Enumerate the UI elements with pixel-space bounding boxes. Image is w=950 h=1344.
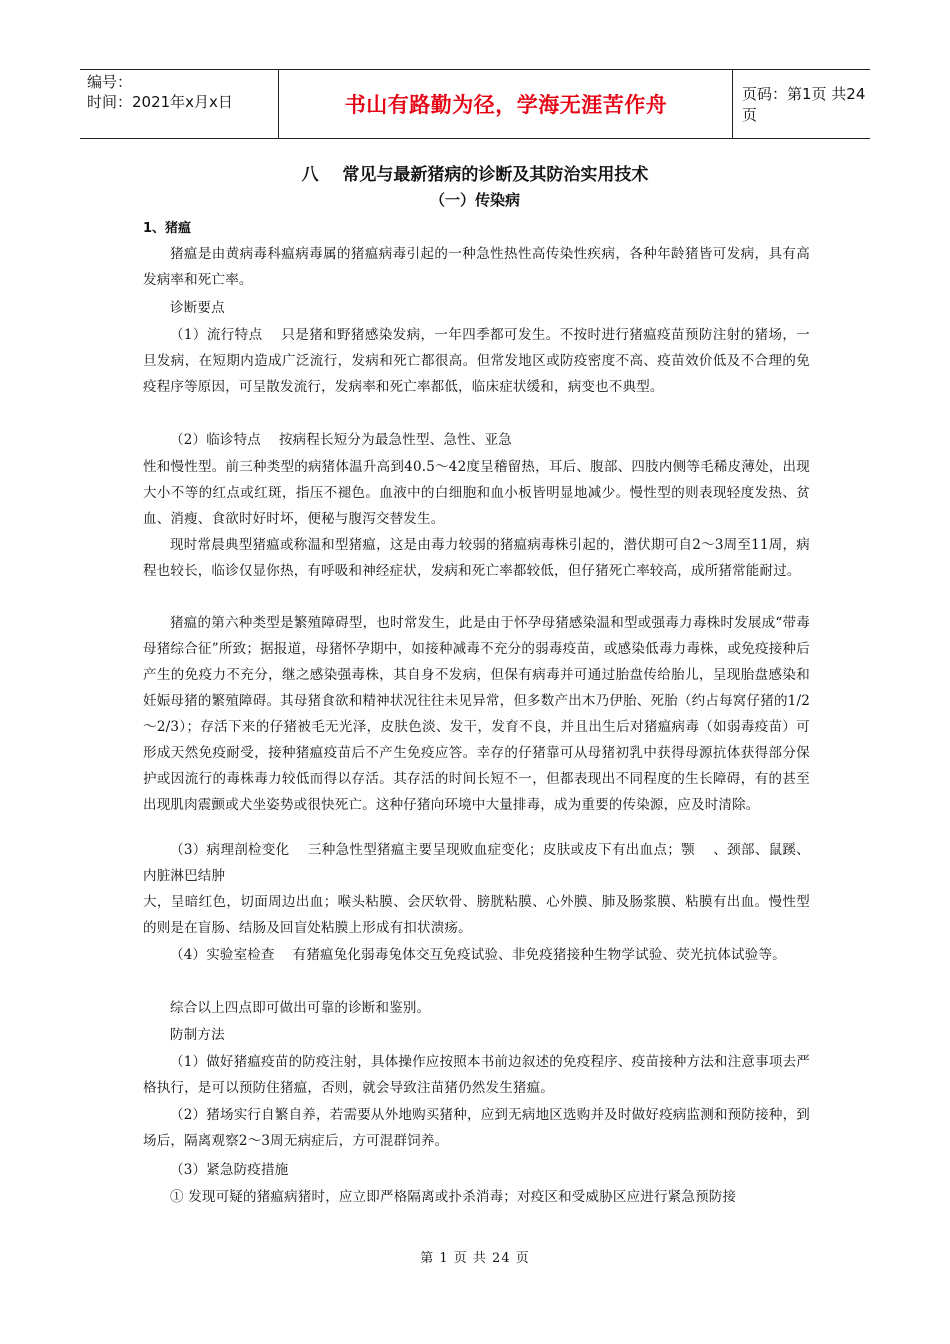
paragraph-prevention-3: （3）紧急防疫措施 [170,1162,289,1178]
paragraph-emergency-1: ① 发现可疑的猪瘟病猪时，应立即严格隔离或扑杀消毒；对疫区和受威胁区应进行紧急预防接 [170,1189,737,1205]
header-motto-cell [280,70,733,138]
motto: 书山有路勤为径，学海无涯苦作舟 [344,93,668,117]
header-table [80,69,870,139]
paragraph-pathology: 大，呈暗红色，切面周边出血；喉头粘膜、会厌软骨、膀胱粘膜、心外膜、肺及肠浆膜、粘膜有出血。慢性型的则是在盲肠、结肠及回盲处粘膜上形成有扣状溃疡。 [143,894,810,936]
page-footer: 第 1 页 共 24 页 [420,1251,530,1266]
paragraph-intro: 猪瘟是由黄病毒科瘟病毒属的猪瘟病毒引起的一种急性热性高传染性疾病，各种年龄猪皆可发病，具有高发病率和死亡率。 [143,246,810,288]
section-heading: 1、猪瘟 [143,221,192,236]
date-line: 时间：2021年x月x日 [87,93,233,111]
paragraph-epidemiology: （1）流行特点 只是猪和野猪感染发病，一年四季都可发生。不按时进行猪瘟疫苗预防注射的猪场，一旦发病，在短期内造成广泛流行，发病和死亡都很高。但常发地区或防疫密度不高、疫苗效价低及不合理的免疫程序等原因，可呈散发流行，发病率和死亡率都低，临床症状缓和，病变也不典型。 [143,327,810,395]
paragraph-mild-type: 现时常晨典型猪瘟或称温和型猪瘟，这是由毒力较弱的猪瘟病毒株引起的，潜伏期可自2～3周至11周，病程也较长，临诊仅显你热，有呼吸和神经症状，发病和死亡率都较低，但仔猪死亡率较高，成所猪常能耐过。 [143,537,810,579]
document-title: 八 常见与最新猪病的诊断及其防治实用技术 [301,165,649,185]
paragraph-diagnosis-heading: 诊断要点 [170,300,225,316]
page-info: 页码：第1页 共24页 [742,85,866,124]
paragraph-reproductive-type: 猪瘟的第六种类型是繁殖障碍型，也时常发生，此是由于怀孕母猪感染温和型或强毒力毒株时发展成“带毒母猪综合征”所致；据报道，母猪怀孕期中，如接种减毒不充分的弱毒疫苗，或感染低毒力毒株，或免疫接种后产生的免疫力不充分，继之感染强毒株，其自身不发病，但保有病毒并可通过胎盘传给胎儿，呈现胎盘感染和妊娠母猪的繁殖障碍。其母猪食欲和精神状况往往未见异常，但多数产出木乃伊胎、死胎（约占每窝仔猪的1/2～2/3）；存活下来的仔猪被毛无光泽，皮肤色淡、发干，发育不良，并且出生后对猪瘟病毒（如弱毒疫苗）可形成天然免疫耐受，接种猪瘟疫苗后不产生免疫应答。幸存的仔猪靠可从母猪初乳中获得母源抗体获得部分保护或因流行的毒株毒力较低而得以存活。其存活的时间长短不一，但都表现出不同程度的生长障碍，有的甚至出现肌肉震颤或犬坐姿势或很快死亡。这种仔猪向环境中大量排毒，成为重要的传染源，应及时清除。 [143,615,810,813]
header-page-cell [733,70,870,138]
paragraph-prevention-2: （2）猪场实行自繁自养，若需要从外地购买猪种，应到无病地区选购并及时做好疫病监测和预防接种，到场后，隔离观察2～3周无病症后，方可混群饲养。 [143,1107,810,1149]
paragraph-summary: 综合以上四点即可做出可靠的诊断和鉴别。 [170,1000,431,1016]
paragraph-clinical-heading: （2）临诊特点 按病程长短分为最急性型、急性、亚急 [170,432,512,448]
paragraph-prevention-heading: 防制方法 [170,1027,225,1043]
paragraph-pathology-heading: （3）病理剖检变化 三种急性型猪瘟主要呈现败血症变化；皮肤或皮下有出血点；颚 、颈部、鼠蹊、内脏淋巴结肿 [143,842,810,884]
paragraph-lab-test: （4）实验室检查 有猪瘟兔化弱毒兔体交互免疫试验、非免疫猪接种生物学试验、荧光抗体试验等。 [170,947,786,963]
code-label: 编号： [87,73,133,91]
header-left-cell [80,70,279,138]
paragraph-clinical: 性和慢性型。前三种类型的病猪体温升高到40.5～42度呈稽留热，耳后、腹部、四肢内侧等毛稀皮薄处，出现大小不等的红点或红斑，指压不褪色。血液中的白细胞和血小板皆明显地减少。慢性型的则表现轻度发热、贫血、消瘦、食欲时好时坏，便秘与腹泻交替发生。 [143,459,810,527]
document-subtitle: （一）传染病 [429,191,520,209]
paragraph-prevention-1: （1）做好猪瘟疫苗的防疫注射，具体操作应按照本书前边叙述的免疫程序、疫苗接种方法和注意事项去严格执行，是可以预防住猪瘟，否则，就会导致注苗猪仍然发生猪瘟。 [143,1054,810,1096]
